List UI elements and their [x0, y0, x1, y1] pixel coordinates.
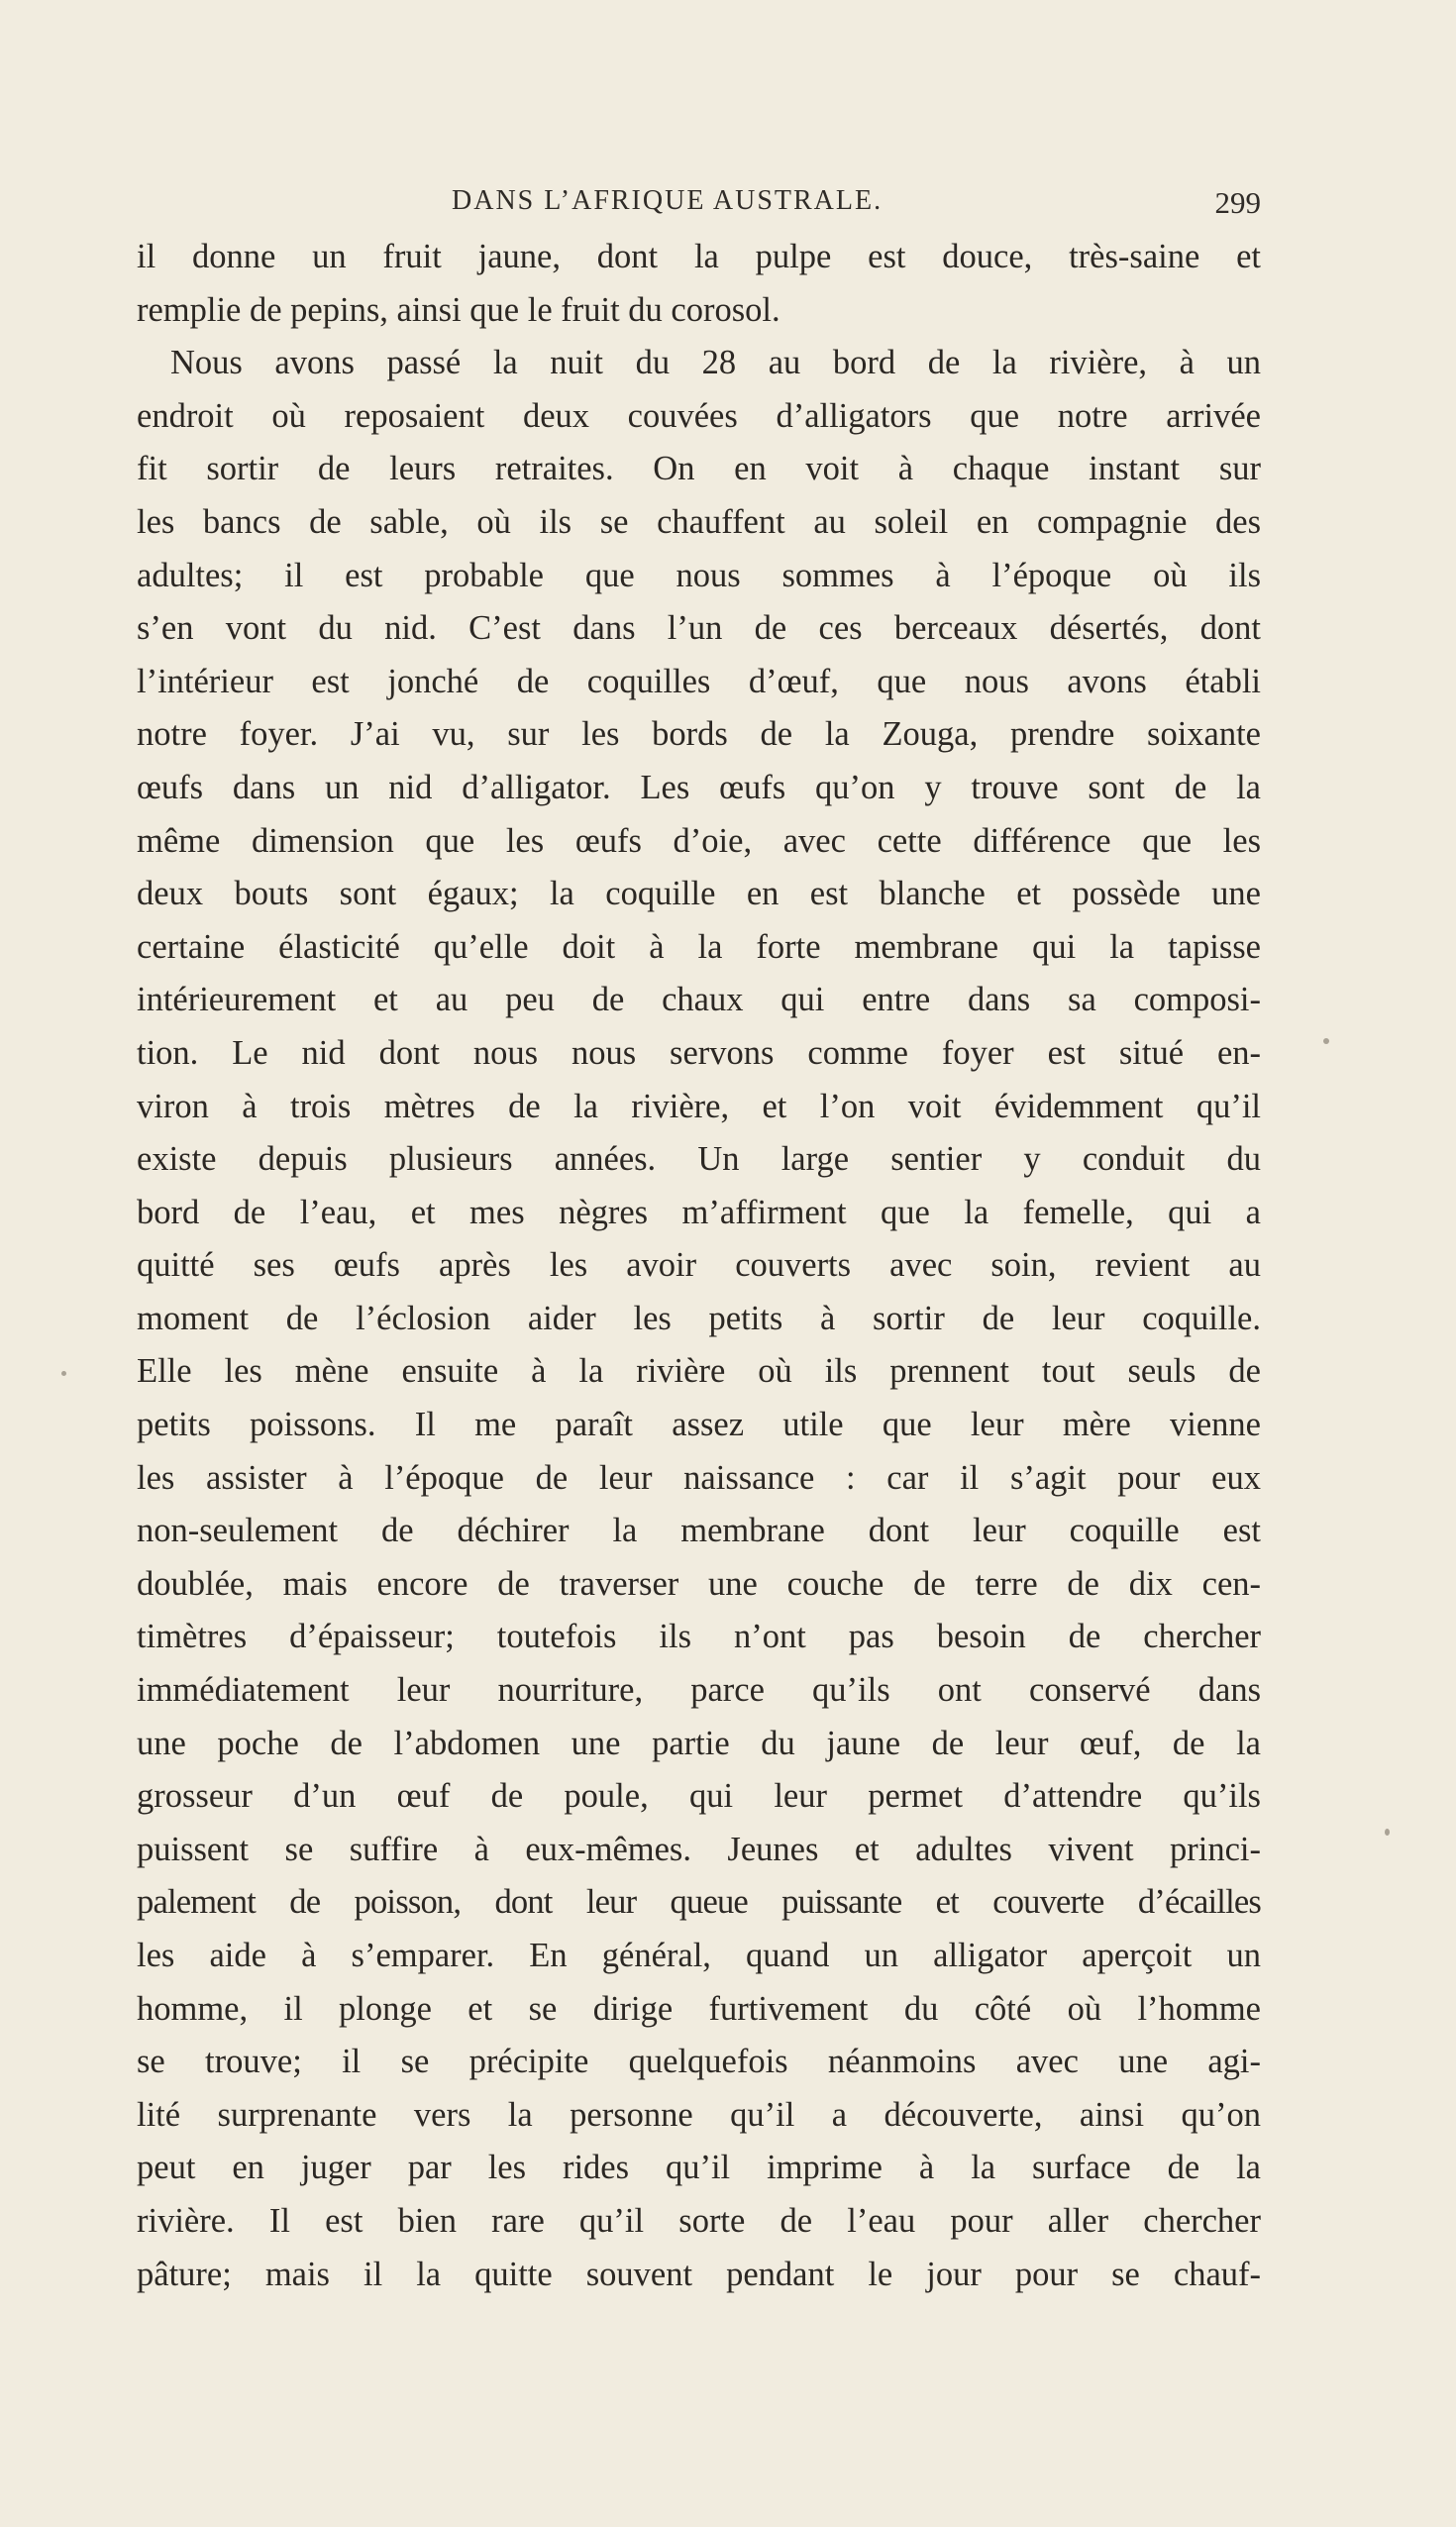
text-line: petits poissons. Il me paraît assez utile que leur mère vienne: [137, 1406, 1261, 1444]
text-line: timètres d’épaisseur; toutefois ils n’ont pas besoin de chercher: [137, 1618, 1261, 1656]
text-line: viron à trois mètres de la rivière, et l’on voit évidemment qu’il: [137, 1087, 1261, 1125]
text-line: les bancs de sable, où ils se chauffent au soleil en compagnie des: [137, 502, 1261, 541]
text-line: les aide à s’emparer. En général, quand un alligator aperçoit un: [137, 1937, 1261, 1974]
text-line: palement de poisson, dont leur queue puissante et couverte d’écailles: [137, 1883, 1261, 1922]
text-line: endroit où reposaient deux couvées d’alligators que notre arrivée: [137, 396, 1261, 435]
text-line: s’en vont du nid. C’est dans l’un de ces berceaux désertés, dont: [137, 609, 1261, 648]
text-line: homme, il plonge et se dirige furtivement du côté où l’homme: [137, 1989, 1261, 2028]
text-line: deux bouts sont égaux; la coquille en est blanche et possède une: [137, 875, 1261, 913]
text-line: immédiatement leur nourriture, parce qu’ils ont conservé dans: [137, 1671, 1261, 1710]
paper-speck: [1385, 1829, 1390, 1836]
text-line: grosseur d’un œuf de poule, qui leur permet d’attendre qu’ils: [137, 1777, 1261, 1816]
text-line: Nous avons passé la nuit du 28 au bord de la rivière, à un: [170, 344, 1261, 382]
text-line: fit sortir de leurs retraites. On en voit à chaque instant sur: [137, 450, 1261, 488]
page-number: 299: [1214, 185, 1261, 220]
text-line: quitté ses œufs après les avoir couverts avec soin, revient au: [137, 1246, 1261, 1285]
text-line: moment de l’éclosion aider les petits à sortir de leur coquille.: [137, 1299, 1261, 1337]
text-line: œufs dans un nid d’alligator. Les œufs qu’on y trouve sont de la: [137, 768, 1261, 806]
text-line: rivière. Il est bien rare qu’il sorte de l’eau pour aller chercher: [137, 2201, 1261, 2240]
text-line: tion. Le nid dont nous nous servons comme foyer est situé en-: [137, 1033, 1261, 1072]
text-line: Elle les mène ensuite à la rivière où ils prennent tout seuls de: [137, 1352, 1261, 1391]
text-line: puissent se suffire à eux-mêmes. Jeunes et adultes vivent princi-: [137, 1830, 1261, 1868]
running-title: DANS L’AFRIQUE AUSTRALE.: [452, 185, 884, 216]
text-line: lité surprenante vers la personne qu’il a découverte, ainsi qu’on: [137, 2095, 1261, 2134]
text-line: certaine élasticité qu’elle doit à la forte membrane qui la tapisse: [137, 927, 1261, 966]
text-line: peut en juger par les rides qu’il imprime à la surface de la: [137, 2149, 1261, 2187]
paper-speck: [1323, 1038, 1329, 1044]
text-line: intérieurement et au peu de chaux qui entre dans sa composi-: [137, 981, 1261, 1019]
text-line: l’intérieur est jonché de coquilles d’œuf, que nous avons établi: [137, 662, 1261, 700]
text-line: bord de l’eau, et mes nègres m’affirment que la femelle, qui a: [137, 1193, 1261, 1231]
text-line: pâture; mais il la quitte souvent pendant le jour pour se chauf-: [137, 2255, 1261, 2293]
running-head: [137, 185, 1261, 225]
text-line: remplie de pepins, ainsi que le fruit du corosol.: [137, 290, 780, 329]
text-line: doublée, mais encore de traverser une couche de terre de dix cen-: [137, 1564, 1261, 1603]
paper-speck: [61, 1371, 66, 1376]
text-line: notre foyer. J’ai vu, sur les bords de la Zouga, prendre soixante: [137, 715, 1261, 754]
text-line: il donne un fruit jaune, dont la pulpe est douce, très-saine et: [137, 238, 1261, 275]
text-line: les assister à l’époque de leur naissance : car il s’agit pour eux: [137, 1458, 1261, 1497]
text-line: adultes; il est probable que nous sommes à l’époque où ils: [137, 556, 1261, 594]
text-line: se trouve; il se précipite quelquefois néanmoins avec une agi-: [137, 2043, 1261, 2081]
body-text: [137, 231, 1261, 2301]
text-line: existe depuis plusieurs années. Un large sentier y conduit du: [137, 1140, 1261, 1179]
text-line: même dimension que les œufs d’oie, avec cette différence que les: [137, 821, 1261, 860]
text-line: non-seulement de déchirer la membrane dont leur coquille est: [137, 1512, 1261, 1550]
text-line: une poche de l’abdomen une partie du jaune de leur œuf, de la: [137, 1724, 1261, 1762]
